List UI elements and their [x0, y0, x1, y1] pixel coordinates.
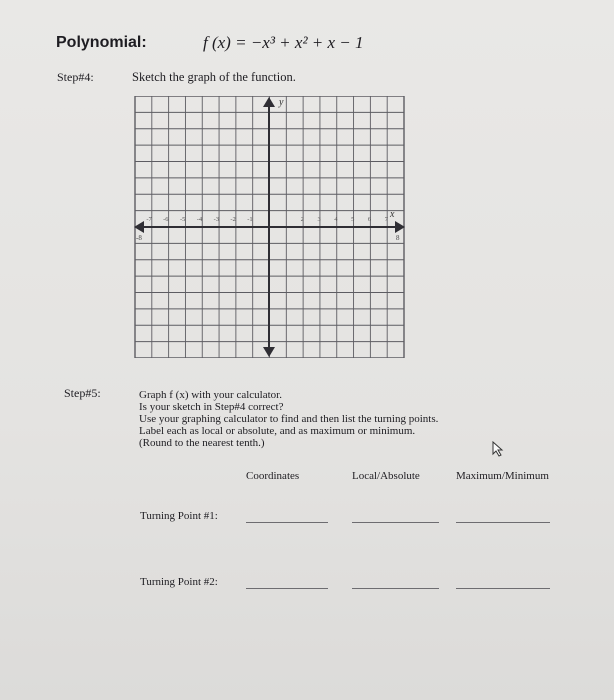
turning-point-1-label: Turning Point #1:	[140, 510, 218, 522]
step5-label: Step#5:	[64, 386, 101, 400]
step4-label: Step#4:	[57, 70, 94, 84]
step5-instructions	[139, 389, 438, 449]
x-tick-label: 7	[384, 216, 388, 223]
col-header-coordinates: Coordinates	[246, 470, 300, 482]
x-tick-label: -6	[163, 216, 169, 223]
y-axis-top-arrow	[263, 97, 275, 107]
y-axis-label: y	[279, 97, 284, 108]
tick-labels	[146, 216, 388, 223]
x-min-label: -8	[136, 234, 142, 242]
x-tick-label: 3	[317, 216, 321, 223]
turning-point-2-label: Turning Point #2:	[140, 576, 218, 588]
graph-grid[interactable]	[132, 96, 407, 358]
x-tick-label: 2	[300, 216, 304, 223]
mouse-pointer-icon	[491, 441, 505, 457]
x-tick-label: 6	[367, 216, 372, 223]
y-axis-bottom-arrow	[263, 347, 275, 357]
step5-line: Is your sketch in Step#4 correct?	[139, 401, 284, 413]
x-max-label: 8	[396, 234, 400, 242]
x-tick-label: -7	[146, 216, 152, 223]
x-axis-label: x	[390, 209, 395, 220]
step5-line: Graph f (x) with your calculator.	[139, 389, 282, 401]
x-tick-label: 4	[334, 216, 338, 223]
x-tick-label: 5	[351, 216, 355, 223]
col-header-max-min: Maximum/Minimum	[456, 470, 549, 482]
function-expression: f (x) = −x³ + x² + x − 1	[203, 33, 364, 52]
x-tick-label: -4	[196, 216, 203, 223]
step5-line: Use your graphing calculator to find and then list the turning points.	[139, 413, 439, 425]
x-tick-label: -5	[179, 216, 186, 223]
section-title: Polynomial:	[56, 34, 147, 51]
step4-instruction: Sketch the graph of the function.	[132, 70, 296, 84]
tp1-local-absolute-blank[interactable]	[352, 522, 439, 523]
tp2-max-min-blank[interactable]	[456, 588, 550, 589]
tp2-local-absolute-blank[interactable]	[352, 588, 439, 589]
col-header-local-absolute: Local/Absolute	[352, 470, 420, 482]
tp1-coordinates-blank[interactable]	[246, 522, 328, 523]
step5-line: (Round to the nearest tenth.)	[139, 437, 265, 449]
x-tick-label: -1	[247, 216, 253, 223]
x-tick-label: -3	[213, 216, 219, 223]
step5-line: Label each as local or absolute, and as maximum or minimum.	[139, 425, 416, 437]
x-tick-label: -2	[230, 216, 236, 223]
tp2-coordinates-blank[interactable]	[246, 588, 328, 589]
tp1-max-min-blank[interactable]	[456, 522, 550, 523]
